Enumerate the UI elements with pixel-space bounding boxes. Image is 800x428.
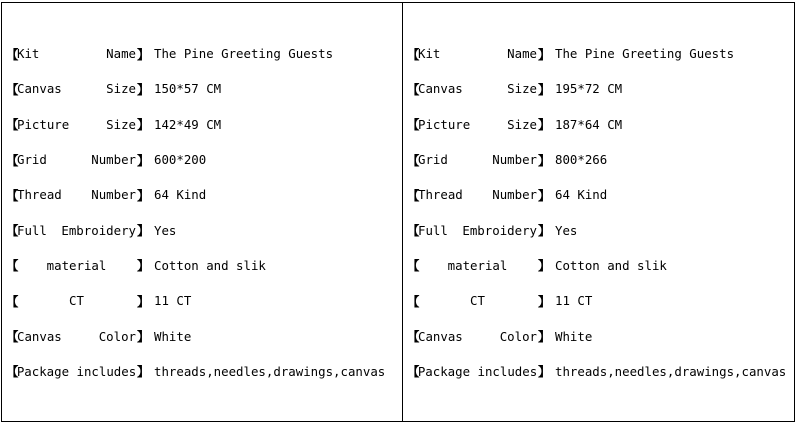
spec-row bbox=[6, 212, 398, 247]
open-bracket: 【 bbox=[407, 364, 420, 380]
spec-key-part-2: Size bbox=[507, 116, 537, 132]
open-bracket: 【 bbox=[6, 81, 19, 97]
open-bracket: 【 bbox=[6, 293, 19, 309]
spec-key-part-2: Name bbox=[106, 46, 136, 62]
close-bracket: 】 bbox=[137, 364, 150, 380]
spec-value: 600*200 bbox=[154, 152, 207, 168]
open-bracket: 【 bbox=[6, 258, 19, 274]
close-bracket: 】 bbox=[538, 223, 551, 239]
spec-value: threads,needles,drawings,canvas bbox=[555, 363, 787, 379]
open-bracket: 【 bbox=[6, 152, 19, 168]
spec-key-part-1: Grid bbox=[17, 152, 47, 168]
column-divider bbox=[402, 2, 403, 422]
spec-key-part-2: Embroidery bbox=[61, 222, 136, 238]
spec-key-part-1: Picture bbox=[17, 116, 70, 132]
spec-value: Cotton and slik bbox=[555, 257, 667, 273]
open-bracket: 【 bbox=[407, 187, 420, 203]
spec-key-part-1: Package includes bbox=[417, 363, 538, 379]
spec-key bbox=[16, 258, 137, 273]
close-bracket: 】 bbox=[137, 329, 150, 345]
spec-key bbox=[16, 152, 137, 167]
spec-key bbox=[417, 152, 538, 167]
spec-value: White bbox=[555, 328, 593, 344]
close-bracket: 】 bbox=[538, 152, 551, 168]
spec-row bbox=[6, 177, 398, 212]
spec-key-part-2: Size bbox=[106, 81, 136, 97]
open-bracket: 【 bbox=[6, 364, 19, 380]
open-bracket: 【 bbox=[407, 117, 420, 133]
close-bracket: 】 bbox=[538, 293, 551, 309]
open-bracket: 【 bbox=[6, 329, 19, 345]
spec-key bbox=[16, 46, 137, 61]
spec-key-part-1: material bbox=[447, 257, 508, 273]
spec-value: Yes bbox=[154, 222, 177, 238]
spec-row bbox=[6, 283, 398, 318]
spec-value: The Pine Greeting Guests bbox=[555, 46, 735, 62]
spec-key bbox=[417, 81, 538, 96]
close-bracket: 】 bbox=[137, 152, 150, 168]
spec-row bbox=[6, 248, 398, 283]
spec-key bbox=[16, 329, 137, 344]
spec-key-part-1: Full bbox=[418, 222, 448, 238]
open-bracket: 【 bbox=[407, 81, 420, 97]
spec-key-part-1: Canvas bbox=[418, 81, 463, 97]
spec-row bbox=[407, 248, 799, 283]
spec-row bbox=[407, 142, 799, 177]
close-bracket: 】 bbox=[538, 364, 551, 380]
spec-value: threads,needles,drawings,canvas bbox=[154, 363, 386, 379]
close-bracket: 】 bbox=[137, 81, 150, 97]
open-bracket: 【 bbox=[6, 46, 19, 62]
spec-key bbox=[417, 46, 538, 61]
spec-key-part-2: Embroidery bbox=[462, 222, 537, 238]
close-bracket: 】 bbox=[137, 223, 150, 239]
spec-key-part-2: Size bbox=[507, 81, 537, 97]
open-bracket: 【 bbox=[407, 223, 420, 239]
open-bracket: 【 bbox=[6, 117, 19, 133]
close-bracket: 】 bbox=[137, 258, 150, 274]
spec-row bbox=[407, 318, 799, 353]
spec-key-part-1: Canvas bbox=[418, 328, 463, 344]
spec-value: White bbox=[154, 328, 192, 344]
spec-key-part-1: Canvas bbox=[17, 81, 62, 97]
spec-key bbox=[417, 293, 538, 308]
spec-key-part-2: Number bbox=[91, 152, 136, 168]
spec-row bbox=[6, 354, 398, 389]
spec-column-left bbox=[6, 36, 398, 389]
spec-key-part-1: Grid bbox=[418, 152, 448, 168]
spec-key-part-1: material bbox=[46, 257, 107, 273]
spec-row bbox=[6, 318, 398, 353]
spec-key bbox=[417, 223, 538, 238]
spec-key-part-1: Picture bbox=[418, 116, 471, 132]
spec-row bbox=[407, 36, 799, 71]
spec-row bbox=[407, 283, 799, 318]
spec-row bbox=[407, 177, 799, 212]
spec-key-part-2: Number bbox=[91, 187, 136, 203]
spec-value: Cotton and slik bbox=[154, 257, 266, 273]
spec-value: 800*266 bbox=[555, 152, 608, 168]
spec-value: 64 Kind bbox=[154, 187, 207, 203]
spec-key-part-1: Thread bbox=[17, 187, 62, 203]
spec-key bbox=[417, 117, 538, 132]
spec-key-part-2: Size bbox=[106, 116, 136, 132]
close-bracket: 】 bbox=[538, 258, 551, 274]
spec-value: 11 CT bbox=[154, 293, 192, 309]
spec-value: 150*57 CM bbox=[154, 81, 222, 97]
spec-value: 11 CT bbox=[555, 293, 593, 309]
close-bracket: 】 bbox=[538, 117, 551, 133]
close-bracket: 】 bbox=[137, 117, 150, 133]
spec-key-part-2: Number bbox=[492, 187, 537, 203]
open-bracket: 【 bbox=[6, 187, 19, 203]
spec-row bbox=[407, 107, 799, 142]
spec-value: 195*72 CM bbox=[555, 81, 623, 97]
close-bracket: 】 bbox=[137, 46, 150, 62]
open-bracket: 【 bbox=[6, 223, 19, 239]
spec-key-part-1: Canvas bbox=[17, 328, 62, 344]
close-bracket: 】 bbox=[538, 329, 551, 345]
close-bracket: 】 bbox=[137, 187, 150, 203]
spec-key-part-1: Kit bbox=[418, 46, 441, 62]
close-bracket: 】 bbox=[538, 81, 551, 97]
spec-row bbox=[407, 354, 799, 389]
open-bracket: 【 bbox=[407, 293, 420, 309]
spec-value: Yes bbox=[555, 222, 578, 238]
spec-value: The Pine Greeting Guests bbox=[154, 46, 334, 62]
open-bracket: 【 bbox=[407, 46, 420, 62]
spec-value: 64 Kind bbox=[555, 187, 608, 203]
spec-key bbox=[417, 329, 538, 344]
spec-key-part-1: CT bbox=[470, 293, 485, 309]
spec-key bbox=[417, 187, 538, 202]
spec-row bbox=[6, 36, 398, 71]
spec-key bbox=[16, 117, 137, 132]
spec-row bbox=[407, 71, 799, 106]
close-bracket: 】 bbox=[538, 187, 551, 203]
spec-key-part-2: Color bbox=[499, 328, 537, 344]
spec-column-right bbox=[407, 36, 799, 389]
spec-key bbox=[16, 223, 137, 238]
spec-key bbox=[16, 187, 137, 202]
spec-row bbox=[6, 107, 398, 142]
spec-key-part-1: Kit bbox=[17, 46, 40, 62]
spec-key-part-2: Name bbox=[507, 46, 537, 62]
open-bracket: 【 bbox=[407, 152, 420, 168]
spec-key bbox=[417, 364, 538, 379]
spec-key bbox=[16, 293, 137, 308]
spec-key-part-2: Number bbox=[492, 152, 537, 168]
spec-row bbox=[6, 142, 398, 177]
spec-key-part-2: Color bbox=[98, 328, 136, 344]
spec-key bbox=[16, 81, 137, 96]
spec-row bbox=[407, 212, 799, 247]
spec-key-part-1: Package includes bbox=[16, 363, 137, 379]
spec-key bbox=[16, 364, 137, 379]
close-bracket: 】 bbox=[538, 46, 551, 62]
open-bracket: 【 bbox=[407, 329, 420, 345]
open-bracket: 【 bbox=[407, 258, 420, 274]
close-bracket: 】 bbox=[137, 293, 150, 309]
spec-value: 142*49 CM bbox=[154, 116, 222, 132]
spec-value: 187*64 CM bbox=[555, 116, 623, 132]
spec-key-part-1: CT bbox=[69, 293, 84, 309]
spec-key-part-1: Full bbox=[17, 222, 47, 238]
spec-key bbox=[417, 258, 538, 273]
spec-key-part-1: Thread bbox=[418, 187, 463, 203]
spec-row bbox=[6, 71, 398, 106]
